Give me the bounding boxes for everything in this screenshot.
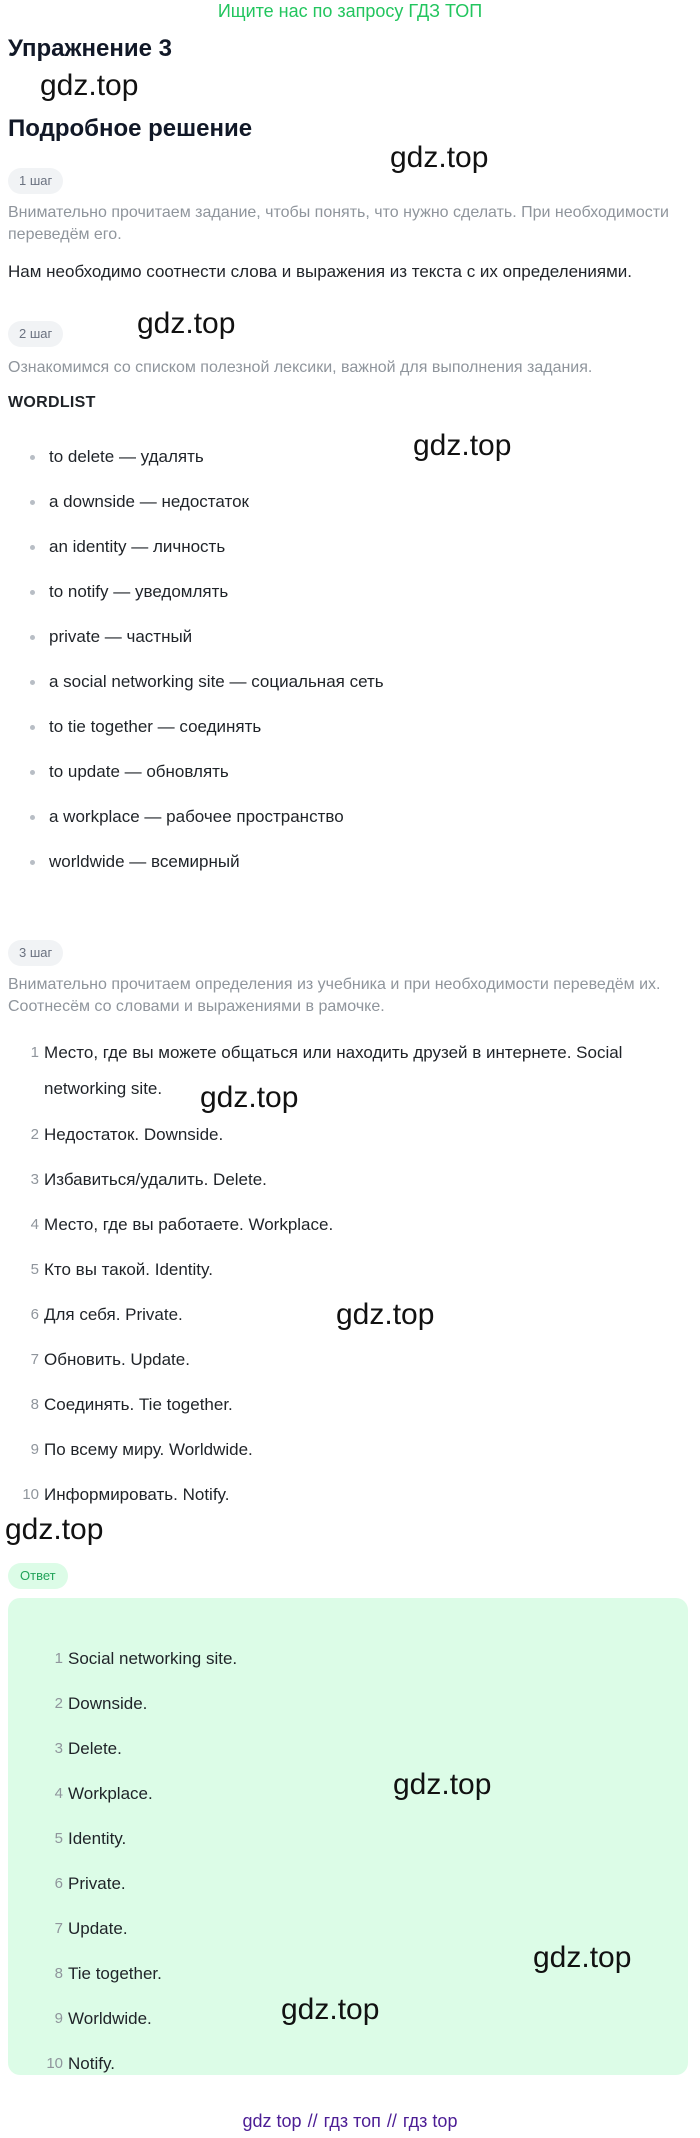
item-text: Обновить. Update. <box>44 1350 190 1369</box>
bullet <box>30 590 35 595</box>
bullet <box>30 455 35 460</box>
item-number: 2 <box>54 1695 63 1712</box>
definition-item <box>30 1122 224 1148</box>
step-1-text: Нам необходимо соотнести слова и выражения из текста с их определениями. <box>8 262 633 281</box>
word-entry: to notify — уведомлять <box>49 582 229 601</box>
step-1-hint: Внимательно прочитаем задание, чтобы понять, что нужно сделать. При необходимости переведём его. <box>8 204 669 243</box>
step-1-badge <box>8 168 63 194</box>
item-text: Worldwide. <box>68 2009 152 2028</box>
item-text: Место, где вы работаете. Workplace. <box>44 1215 334 1234</box>
section-title: Подробное решение <box>8 115 253 142</box>
answer-item <box>54 1736 122 1762</box>
answer-item <box>54 1691 148 1717</box>
item-text: Соединять. Tie together. <box>44 1395 233 1414</box>
bullet <box>30 545 35 550</box>
item-number: 4 <box>54 1785 63 1802</box>
word-entry: worldwide — всемирный <box>49 852 240 871</box>
item-number: 8 <box>54 1965 63 1982</box>
item-text: Место, где вы можете общаться или находить друзей в интернете. Social networking site. <box>44 1043 623 1098</box>
answer-item <box>54 1646 238 1672</box>
answer-item <box>54 2006 152 2032</box>
item-number: 3 <box>54 1740 63 1757</box>
step-3-badge <box>8 940 63 966</box>
watermark: gdz.top <box>336 1298 435 1331</box>
step-2-badge <box>8 321 63 347</box>
definition-item <box>30 1257 213 1283</box>
definition-item <box>30 1035 694 1107</box>
item-text: Tie together. <box>68 1964 162 1983</box>
bullet <box>30 635 35 640</box>
list-item <box>49 849 240 875</box>
item-text: Social networking site. <box>68 1649 238 1668</box>
item-number: 9 <box>30 1441 39 1458</box>
step-3-hint: Внимательно прочитаем определения из учебника и при необходимости переведём их. Соотнесём со словами и выражениями в рамочке. <box>8 976 661 1015</box>
item-text: Update. <box>68 1919 128 1938</box>
answer-item <box>54 1961 162 1987</box>
list-item <box>49 624 192 650</box>
bullet <box>30 815 35 820</box>
bullet <box>30 725 35 730</box>
item-text: Notify. <box>68 2054 115 2073</box>
exercise-title: Упражнение 3 <box>8 35 172 62</box>
item-number: 5 <box>54 1830 63 1847</box>
list-item <box>49 579 228 605</box>
item-number: 7 <box>54 1920 63 1937</box>
list-item <box>49 714 261 740</box>
answer-item <box>54 1916 128 1942</box>
watermark: gdz.top <box>413 429 512 462</box>
list-item <box>49 759 229 785</box>
word-entry: to tie together — соединять <box>49 717 262 736</box>
list-item <box>49 489 249 515</box>
item-text: Workplace. <box>68 1784 153 1803</box>
step-1-label: 1 шаг <box>8 168 63 194</box>
item-number: 1 <box>30 1044 39 1061</box>
wordlist-title: WORDLIST <box>8 394 96 411</box>
item-text: Delete. <box>68 1739 122 1758</box>
word-entry: private — частный <box>49 627 193 646</box>
step-2-hint: Ознакомимся со списком полезной лексики, важной для выполнения задания. <box>8 359 593 376</box>
footer-links <box>0 2109 700 2133</box>
item-number: 5 <box>30 1261 39 1278</box>
answer-item <box>54 1826 127 1852</box>
definition-item <box>30 1167 267 1193</box>
item-text: Избавиться/удалить. Delete. <box>44 1170 267 1189</box>
definition-item <box>30 1302 183 1328</box>
item-number: 6 <box>54 1875 63 1892</box>
watermark: gdz.top <box>5 1513 104 1546</box>
item-text: По всему миру. Worldwide. <box>44 1440 253 1459</box>
item-number: 8 <box>30 1396 39 1413</box>
step-3-label: 3 шаг <box>8 940 63 966</box>
list-item <box>49 534 225 560</box>
definition-item <box>30 1437 253 1463</box>
answer-item <box>54 1781 153 1807</box>
word-entry: a workplace — рабочее пространство <box>49 807 344 826</box>
footer-link[interactable]: гдз top <box>402 2111 458 2131</box>
item-number: 1 <box>54 1650 63 1667</box>
footer-link[interactable]: gdz top <box>242 2111 302 2131</box>
item-number: 10 <box>22 1486 39 1503</box>
list-item <box>49 444 204 470</box>
item-number: 9 <box>54 2010 63 2027</box>
bullet <box>30 500 35 505</box>
definition-item <box>22 1482 230 1508</box>
footer-separator: // <box>386 2111 397 2131</box>
item-number: 3 <box>30 1171 39 1188</box>
answer-badge <box>8 1563 68 1589</box>
word-entry: a social networking site — социальная сеть <box>49 672 384 691</box>
item-text: Downside. <box>68 1694 148 1713</box>
item-text: Кто вы такой. Identity. <box>44 1260 213 1279</box>
list-item <box>49 804 344 830</box>
answer-item <box>46 2051 115 2077</box>
bullet <box>30 770 35 775</box>
item-text: Identity. <box>68 1829 127 1848</box>
word-entry: a downside — недостаток <box>49 492 249 511</box>
item-text: Недостаток. Downside. <box>44 1125 224 1144</box>
watermark: gdz.top <box>200 1081 299 1114</box>
watermark: gdz.top <box>533 1941 632 1974</box>
item-number: 4 <box>30 1216 39 1233</box>
item-number: 10 <box>46 2055 63 2072</box>
step-2-label: 2 шаг <box>8 321 63 347</box>
footer-separator: // <box>307 2111 318 2131</box>
item-number: 7 <box>30 1351 39 1368</box>
watermark: gdz.top <box>390 141 489 174</box>
word-entry: to update — обновлять <box>49 762 229 781</box>
item-number: 6 <box>30 1306 39 1323</box>
item-number: 2 <box>30 1126 39 1143</box>
answer-item <box>54 1871 126 1897</box>
search-banner[interactable]: Ищите нас по запросу ГДЗ ТОП <box>217 1 483 21</box>
watermark: gdz.top <box>137 307 236 340</box>
word-entry: an identity — личность <box>49 537 226 556</box>
watermark: gdz.top <box>40 69 139 102</box>
item-text: Для себя. Private. <box>44 1305 183 1324</box>
item-text: Информировать. Notify. <box>44 1485 230 1504</box>
watermark: gdz.top <box>281 1993 380 2026</box>
list-item <box>49 669 384 695</box>
item-text: Private. <box>68 1874 126 1893</box>
bullet <box>30 860 35 865</box>
definition-item <box>30 1392 233 1418</box>
definition-item <box>30 1347 190 1373</box>
footer-link[interactable]: гдз топ <box>323 2111 381 2131</box>
watermark: gdz.top <box>393 1768 492 1801</box>
word-entry: to delete — удалять <box>49 447 204 466</box>
answer-label: Ответ <box>8 1563 68 1589</box>
definition-item <box>30 1212 334 1238</box>
bullet <box>30 680 35 685</box>
